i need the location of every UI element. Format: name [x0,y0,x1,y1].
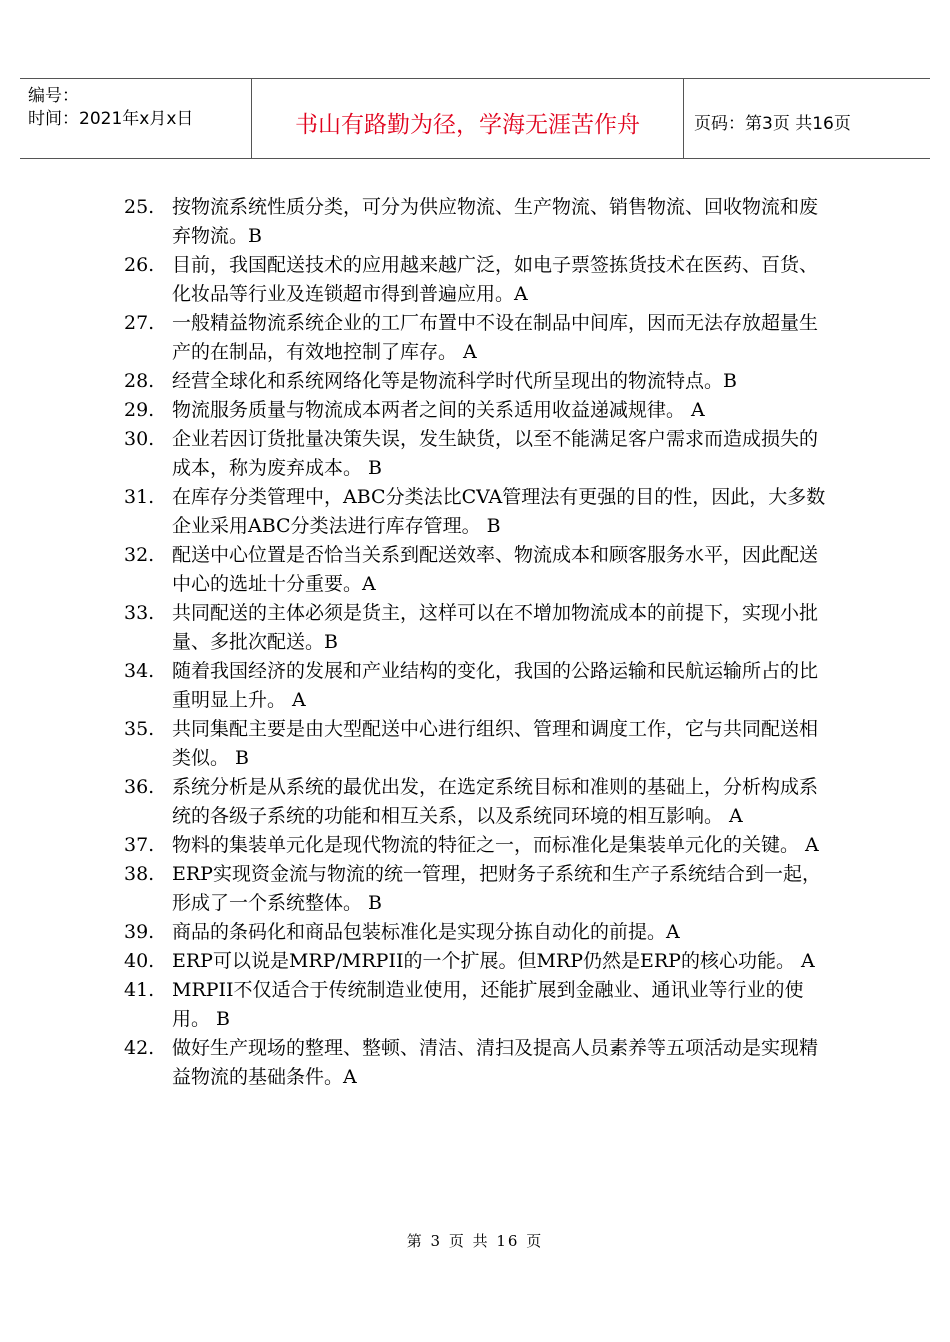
document-number-label: 编号： [28,86,79,106]
list-item [124,367,844,396]
list-item [124,425,844,483]
list-item [124,860,844,918]
item-number: 27. [124,312,155,334]
list-item [124,715,844,773]
item-text: 做好生产现场的整理、整顿、清洁、清扫及提高人员素养等五项活动是实现精益物流的基础条件。A [172,1037,819,1088]
item-text: 配送中心位置是否恰当关系到配送效率、物流成本和顾客服务水平，因此配送中心的选址十分重要。A [172,544,819,595]
header-meta [20,79,251,158]
list-item [124,599,844,657]
item-text: 物料的集装单元化是现代物流的特征之一，而标准化是集装单元化的关键。 A [172,834,819,856]
list-item [124,773,844,831]
item-number: 31. [124,486,155,508]
header-motto-cell [251,79,684,158]
item-text: 物流服务质量与物流成本两者之间的关系适用收益递减规律。 A [172,399,705,421]
list-item [124,396,844,425]
list-item [124,831,844,860]
item-text: ERP可以说是MRP/MRPII的一个扩展。但MRP仍然是ERP的核心功能。 A [172,950,815,972]
item-number: 38. [124,863,155,885]
item-text: 商品的条码化和商品包装标准化是实现分拣自动化的前提。A [172,921,680,943]
item-number: 32. [124,544,155,566]
page-header [20,78,930,159]
item-text: 在库存分类管理中，ABC分类法比CVA管理法有更强的目的性，因此，大多数企业采用ABC分类法进行库存管理。 B [172,486,826,537]
list-item [124,309,844,367]
list-item [124,976,844,1034]
list-item [124,483,844,541]
item-number: 35. [124,718,155,740]
item-text: 共同集配主要是由大型配送中心进行组织、管理和调度工作，它与共同配送相类似。 B [172,718,819,769]
item-number: 36. [124,776,155,798]
header-page-code: 页码：第3页 共16页 [694,114,851,134]
item-text: 随着我国经济的发展和产业结构的变化，我国的公路运输和民航运输所占的比重明显上升。 A [172,660,819,711]
item-number: 41. [124,979,155,1001]
item-number: 33. [124,602,155,624]
item-text: MRPII不仅适合于传统制造业使用，还能扩展到金融业、通讯业等行业的使用。 B [172,979,804,1030]
item-text: 经营全球化和系统网络化等是物流科学时代所呈现出的物流特点。B [172,370,737,392]
list-item [124,1034,844,1092]
item-number: 28. [124,370,155,392]
item-number: 30. [124,428,155,450]
item-number: 39. [124,921,155,943]
header-motto: 书山有路勤为径，学海无涯苦作舟 [295,112,640,138]
list-item [124,251,844,309]
page-footer: 第 3 页 共 16 页 [406,1232,544,1250]
item-number: 29. [124,399,155,421]
item-number: 40. [124,950,155,972]
item-number: 34. [124,660,155,682]
document-time-label: 时间：2021年x月x日 [28,109,194,129]
question-list [124,193,844,1092]
item-text: ERP实现资金流与物流的统一管理，把财务子系统和生产子系统结合到一起，形成了一个系统整体。 B [172,863,821,914]
item-text: 目前，我国配送技术的应用越来越广泛，如电子票签拣货技术在医药、百货、化妆品等行业及连锁超市得到普遍应用。A [172,254,819,305]
list-item [124,193,844,251]
item-number: 42. [124,1037,155,1059]
list-item [124,918,844,947]
item-text: 企业若因订货批量决策失误，发生缺货，以至不能满足客户需求而造成损失的成本，称为废弃成本。 B [172,428,819,479]
item-text: 共同配送的主体必须是货主，这样可以在不增加物流成本的前提下，实现小批量、多批次配送。B [172,602,819,653]
list-item [124,947,844,976]
item-number: 26. [124,254,155,276]
item-text: 按物流系统性质分类，可分为供应物流、生产物流、销售物流、回收物流和废弃物流。B [172,196,819,247]
list-item [124,657,844,715]
list-item [124,541,844,599]
item-text: 系统分析是从系统的最优出发，在选定系统目标和准则的基础上，分析构成系统的各级子系统的功能和相互关系，以及系统同环境的相互影响。 A [172,776,819,827]
item-text: 一般精益物流系统企业的工厂布置中不设在制品中间库，因而无法存放超量生产的在制品，有效地控制了库存。 A [172,312,819,363]
header-page-cell [683,79,930,158]
item-number: 25. [124,196,155,218]
item-number: 37. [124,834,155,856]
